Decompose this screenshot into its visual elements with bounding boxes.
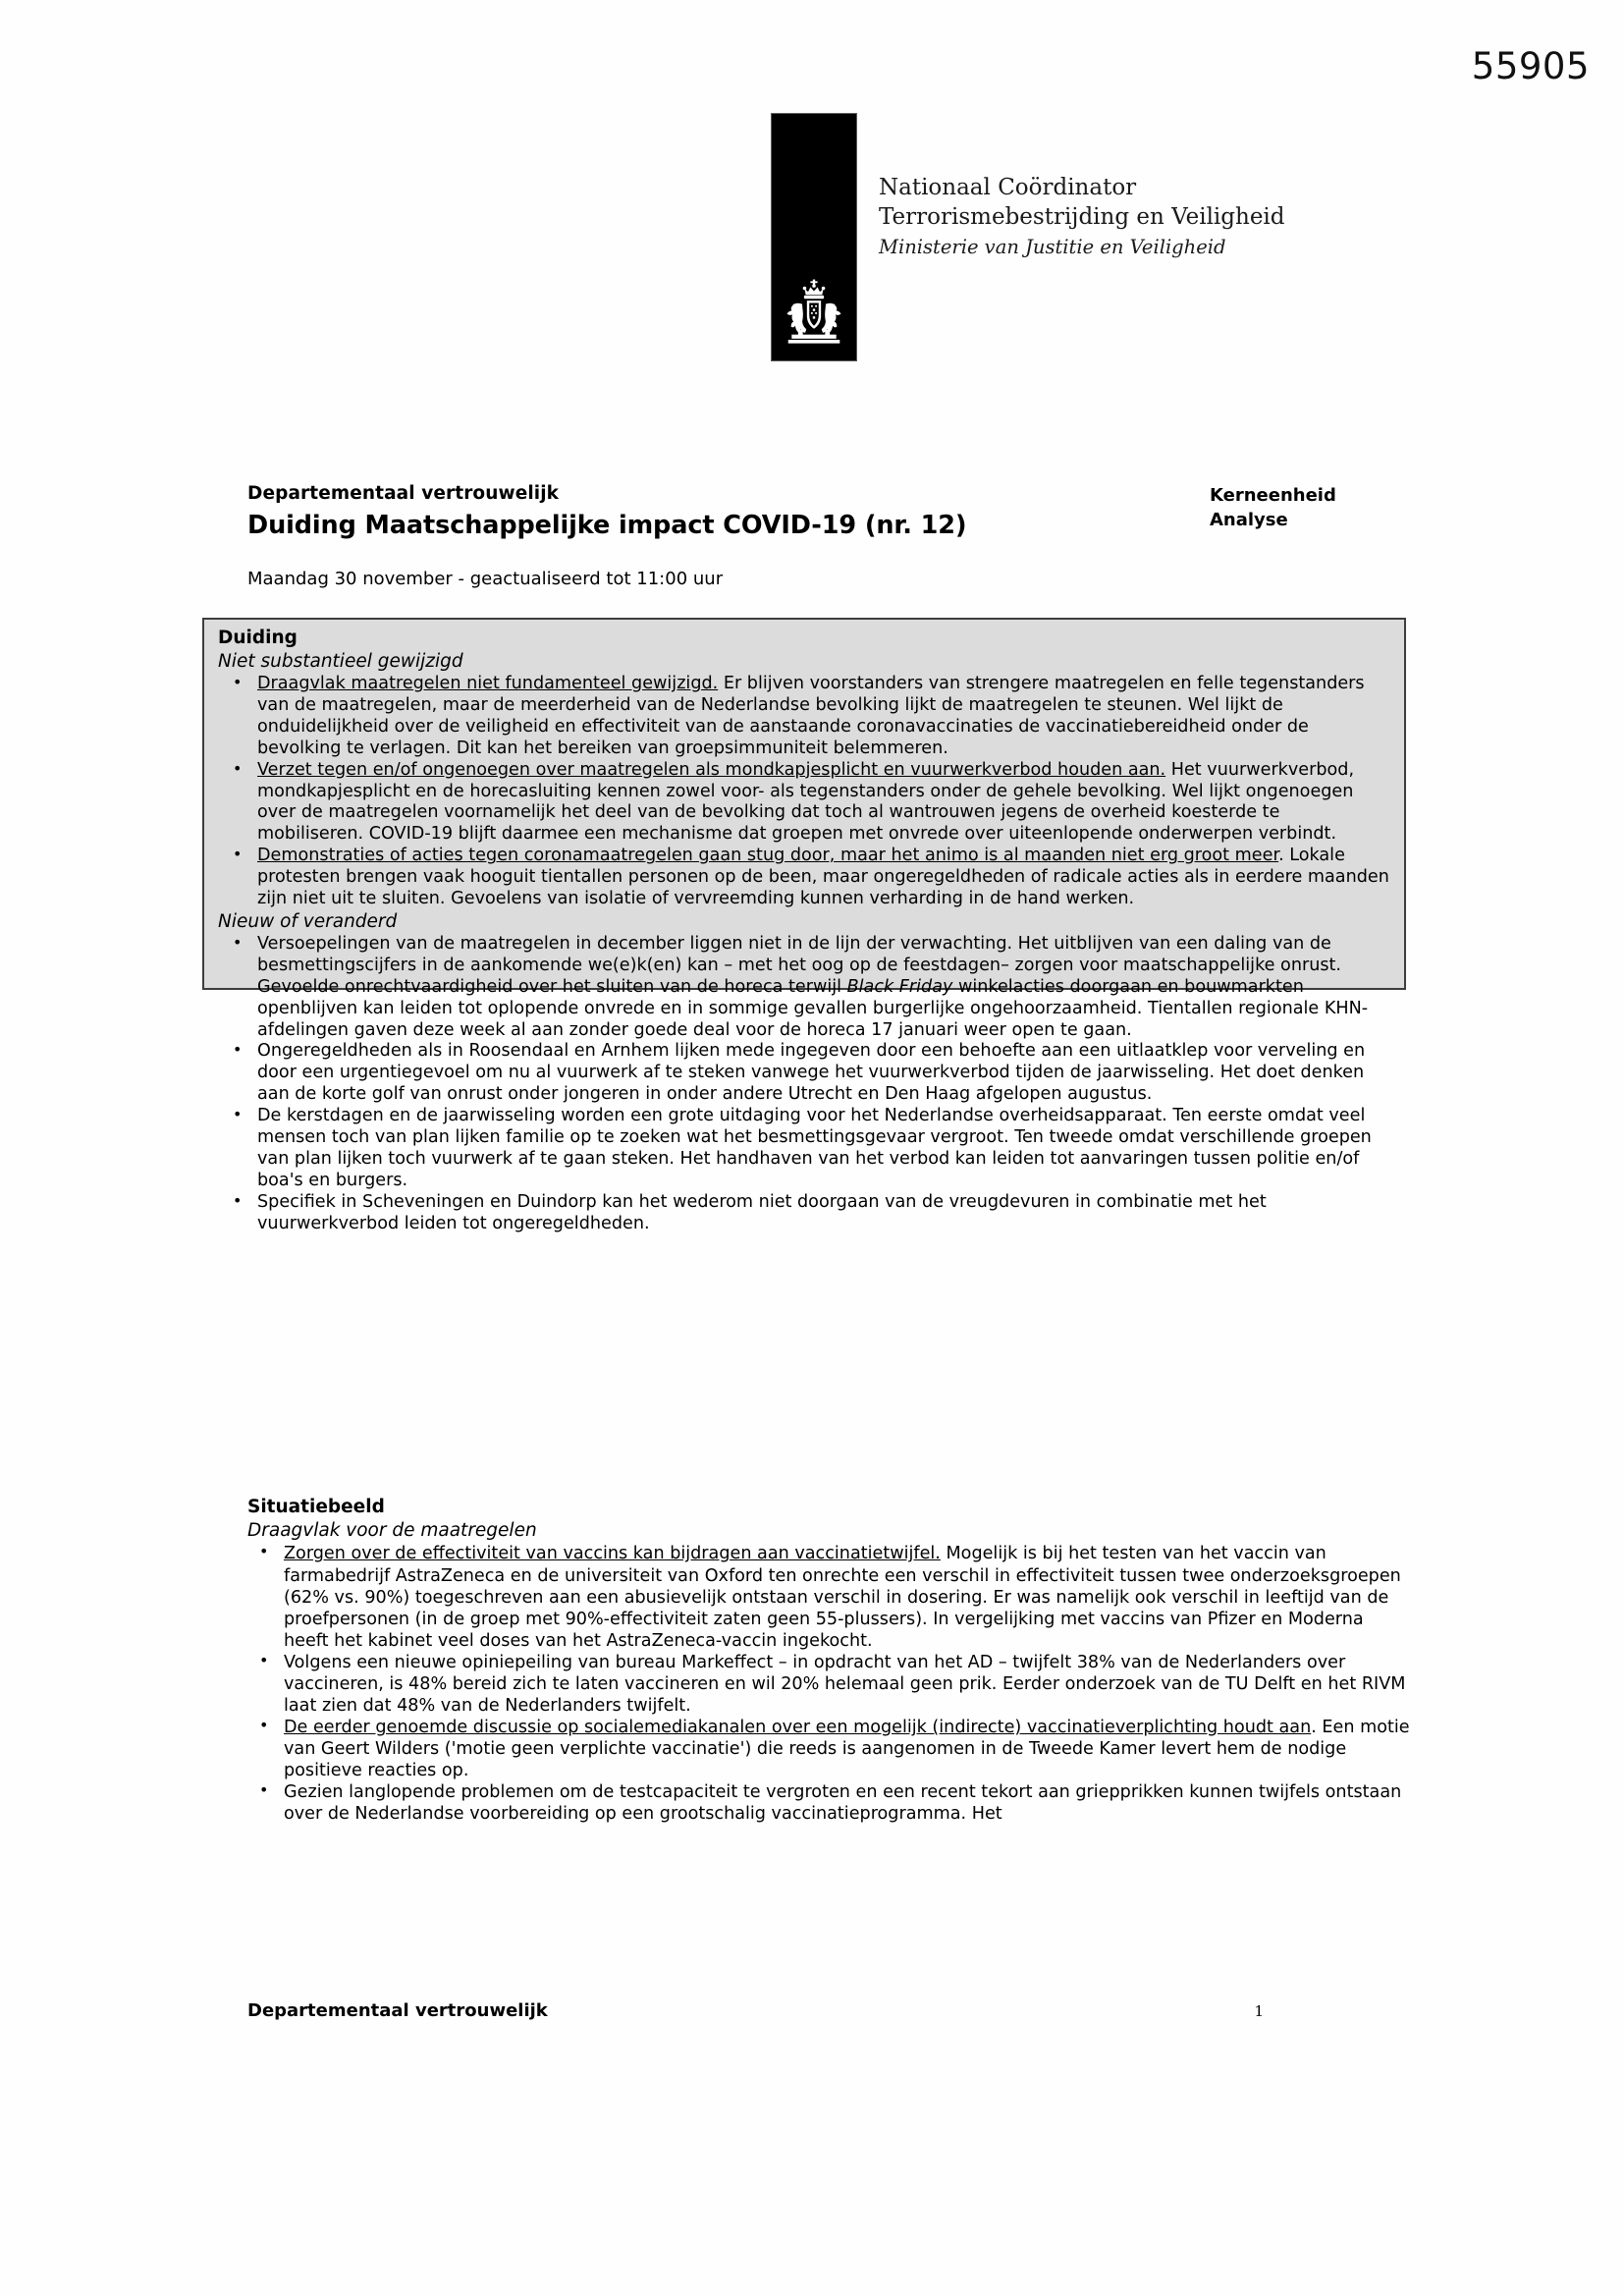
- unit-block: [1210, 484, 1406, 533]
- duiding-bullet-list-2: [218, 934, 1390, 1234]
- logo-black-bar: [771, 113, 857, 361]
- duiding-subheading-1: Niet substantieel gewijzigd: [218, 651, 463, 673]
- logo-line-2: Terrorismebestrijding en Veiligheid: [879, 203, 1285, 230]
- footer-classification: Departementaal vertrouwelijk: [247, 2000, 548, 2021]
- situatiebeeld-section: [247, 1496, 1411, 1825]
- header-classification: Departementaal vertrouwelijk: [247, 483, 560, 504]
- bullet-lead: Draagvlak maatregelen niet fundamenteel gewijzigd.: [257, 674, 719, 694]
- bullet-body: Volgens een nieuwe opiniepeiling van bureau Markeffect – in opdracht van het AD – twijfelt 38% van de Nederlanders over vaccineren, is 48% bereid zich te laten vaccineren en wil 20% helemaal geen prik. Eerder onderzoek van de TU Delft en het RIVM laat zien dat 48% van de Nederlanders twijfelt.: [284, 1652, 1406, 1716]
- bullet-lead: Demonstraties of acties tegen coronamaatregelen gaan stug door, maar het animo is al maanden niet erg groot meer: [257, 846, 1279, 866]
- bullet-part-1: Specifiek in Scheveningen en Duindorp kan het wederom niet doorgaan van de vreugdevuren in combinatie met het vuurwerkverbod leiden tot ongeregeldheden.: [257, 1191, 1267, 1233]
- netherlands-coat-of-arms-icon: [779, 276, 849, 349]
- duiding-subheading-2: Nieuw of veranderd: [218, 910, 398, 932]
- list-item: [218, 1192, 1390, 1235]
- page-subtitle: Maandag 30 november - geactualiseerd tot 11:00 uur: [247, 569, 724, 589]
- unit-line-2: Analyse: [1210, 509, 1288, 530]
- list-item: [218, 1041, 1390, 1106]
- list-item: [247, 1717, 1411, 1781]
- ministry-logo-text: [879, 174, 1285, 259]
- list-item: [218, 674, 1390, 760]
- document-stamp-number: 55905: [1471, 45, 1590, 87]
- footer-page-number: 1: [1254, 2002, 1264, 2020]
- situatiebeeld-bullet-list: [247, 1543, 1411, 1825]
- logo-line-1: Nationaal Coördinator: [879, 175, 1137, 200]
- page-title: Duiding Maatschappelijke impact COVID-19 (nr. 12): [247, 511, 967, 540]
- duiding-box: [202, 618, 1406, 1233]
- unit-line-1: Kerneenheid: [1210, 485, 1336, 506]
- bullet-body: . Lokale protesten brengen vaak hooguit tientallen personen op de been, maar ongeregeldheden of radicale acties als in eerdere maanden zijn niet uit te sluiten. Gevoelens van isolatie of vervreemding kunnen verharding in de hand werken.: [257, 846, 1389, 908]
- bullet-body: Gezien langlopende problemen om de testcapaciteit te vergroten en een recent tekort aan griepprikken kunnen twijfels ontstaan over de Nederlandse voorbereiding op een grootschalig vaccinatieprogramma. Het: [284, 1782, 1402, 1825]
- bullet-body: . Een motie van Geert Wilders ('motie geen verplichte vaccinatie') die reeds is aangenomen in de Tweede Kamer levert hem de nodige positieve reacties op.: [284, 1718, 1410, 1781]
- list-item: [247, 1652, 1411, 1717]
- list-item: [218, 1106, 1390, 1192]
- bullet-body: Mogelijk is bij het testen van het vaccin van farmabedrijf AstraZeneca en de universiteit van Oxford ten onrechte een verschil in effectiviteit tussen twee onderzoeksgroepen (62% vs. 90%) toegeschreven aan een abusievelijk ontstaan verschil in dosering. Er was namelijk ook verschil in leeftijd van de proefpersonen (in de groep met 90%-effectiviteit zaten geen 55-plussers). In vergelijking met vaccins van Pfizer en Moderna heeft het kabinet veel doses van het AstraZeneca-vaccin ingekocht.: [284, 1544, 1401, 1651]
- bullet-part-2: winkelacties doorgaan en bouwmarkten openblijven kan leiden tot oplopende onvrede en in sommige gevallen burgerlijke ongehoorzaamheid. Tientallen regionale KHN-afdelingen gaven deze week al aan zonder goede deal voor de horeca 17 januari weer open te gaan.: [257, 976, 1369, 1040]
- bullet-italic: Black Friday: [846, 976, 953, 997]
- bullet-part-1: Ongeregeldheden als in Roosendaal en Arnhem lijken mede ingegeven door een behoefte aan een uitlaatklep voor verveling en door een urgentiegevoel om nu al vuurwerk af te steken vanwege het vuurwerkverbod tijden de jaarwisseling. Het doet denken aan de korte golf van onrust onder jongeren in onder andere Utrecht en Den Haag afgelopen augustus.: [257, 1041, 1366, 1105]
- bullet-part-1: Versoepelingen van de maatregelen in december liggen niet in de lijn der verwachting. Het uitblijven van een daling van de besmettingscijfers in de aankomende we(e)k(en) kan – met het oog op de feestdagen– zorgen voor maatschappelijke onrust. Gevoelde onrechtvaardigheid over het sluiten van de horeca terwijl: [257, 933, 1342, 997]
- bullet-body: Het vuurwerkverbod, mondkapjesplicht en de horecasluiting kennen zowel voor- als tegenstanders onder de gehele bevolking. Wel lijkt ongenoegen over de maatregelen voornamelijk het deel van de bevolking dat toch al wantrouwen jegens de overheid koesterde te mobiliseren. COVID-19 blijft daarmee een mechanisme dat groepen met onvrede over uiteenlopende onderwerpen verbindt.: [257, 759, 1355, 845]
- situatiebeeld-heading: Situatiebeeld: [247, 1497, 385, 1517]
- ministry-logo: [771, 113, 1321, 368]
- situatiebeeld-subheading: Draagvlak voor de maatregelen: [247, 1520, 537, 1542]
- title-block: [247, 483, 1406, 589]
- list-item: [218, 760, 1390, 847]
- list-item: [218, 846, 1390, 910]
- bullet-lead: Zorgen over de effectiviteit van vaccins kan bijdragen aan vaccinatietwijfel.: [284, 1544, 941, 1564]
- logo-line-3: Ministerie van Justitie en Veiligheid: [879, 235, 1226, 258]
- list-item: [218, 934, 1390, 1041]
- duiding-heading: Duiding: [218, 628, 298, 648]
- list-item: [247, 1543, 1411, 1651]
- bullet-body: Er blijven voorstanders van strengere maatregelen en felle tegenstanders van de maatregelen, maar de meerderheid van de Nederlandse bevolking lijkt de maatregelen te steunen. Wel lijkt de onduidelijkheid over de veiligheid en effectiviteit van de aanstaande coronavaccinaties de vaccinatiebereidheid onder de bevolking te verlagen. Dit kan het bereiken van groepsimmuniteit belemmeren.: [257, 674, 1365, 758]
- list-item: [247, 1781, 1411, 1825]
- duiding-bullet-list-1: [218, 674, 1390, 910]
- bullet-part-1: De kerstdagen en de jaarwisseling worden een grote uitdaging voor het Nederlandse overheidsapparaat. Ten eerste omdat veel mensen toch van plan lijken familie op te zoeken wat het besmettingsgevaar vergroot. Ten tweede omdat verschillende groepen van plan lijken toch vuurwerk af te gaan steken. Het handhaven van het verbod kan leiden tot aanvaringen tussen politie en/of boa's en burgers.: [257, 1106, 1372, 1190]
- bullet-lead: Verzet tegen en/of ongenoegen over maatregelen als mondkapjesplicht en vuurwerkverbod houden aan.: [257, 759, 1166, 780]
- page-footer: [247, 2000, 1406, 2021]
- bullet-lead: De eerder genoemde discussie op socialemediakanalen over een mogelijk (indirecte) vaccinatieverplichting houdt aan: [284, 1718, 1312, 1738]
